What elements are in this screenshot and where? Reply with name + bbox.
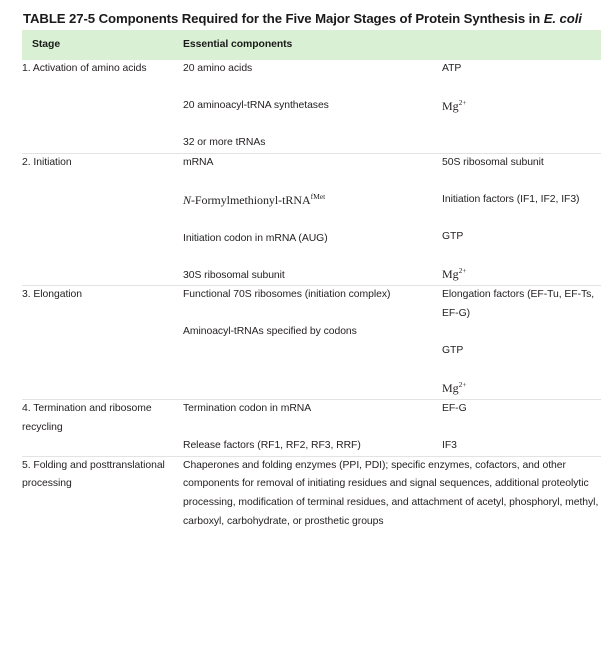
table-row [22,456,601,531]
components-cell-primary [183,153,442,286]
component-item: Initiation factors (IF1, IF2, IF3) [442,193,580,205]
component-item: mRNA [183,156,214,168]
component-item: GTP [442,344,464,356]
component-item: IF3 [442,440,457,451]
table-body [22,60,601,531]
components-cell-primary [183,60,442,153]
component-item: Termination codon in mRNA [183,403,312,414]
components-cell-secondary [442,153,601,286]
component-item: Aminoacyl-tRNAs specified by codons [183,326,357,337]
magnesium-ion: $Mg^{2+}$ [442,98,467,113]
table-row [22,153,601,286]
components-cell-secondary [442,286,601,400]
component-item: Functional 70S ribosomes (initiation complex) [183,289,391,300]
stage-cell: 2. Initiation [22,153,183,286]
component-item: 20 aminoacyl-tRNA synthetases [183,100,329,111]
component-item-fmet-trna [183,191,442,212]
magnesium-ion: $Mg^{2+}$ [442,265,467,281]
component-item: ATP [442,63,462,74]
stage-cell: 1. Activation of amino acids [22,63,147,74]
table-header [22,30,601,60]
component-item: EF-G [442,403,467,414]
component-item-magnesium [442,97,597,118]
page-title-species: E. coli [543,11,582,26]
component-item: Release factors (RF1, RF2, RF3, RRF) [183,440,361,451]
fmet-trna-formula: N-Formylmethionyl-tRNA$^{fMet}$ [183,191,326,207]
components-cell-secondary [442,60,601,153]
table-row [22,286,601,400]
column-header-essential-components: Essential components [183,30,601,60]
component-item: Elongation factors (EF-Tu, EF-Ts, EF-G) [442,289,595,319]
component-item: GTP [442,230,464,242]
component-item-magnesium [442,265,597,286]
component-item: 50S ribosomal subunit [442,156,544,168]
table-row [22,60,601,153]
magnesium-ion: $Mg^{2+}$ [442,379,467,395]
stage-cell: 3. Elongation [22,286,183,400]
page-title [0,0,601,30]
stage-cell: 5. Folding and posttranslational processing [22,456,183,531]
components-cell-primary [183,286,442,400]
table-header-row [22,30,601,60]
component-paragraph: Chaperones and folding enzymes (PPI, PDI); specific enzymes, cofactors, and other components for removal of initiating residues and signal sequences, additional proteolytic processing, modification of terminal residues, and attachment of acetyl, phosphoryl, methyl, carboxyl, carbohydrate, or prosthetic groups [183,459,599,527]
protein-synthesis-table [22,30,601,531]
components-cell-secondary [442,400,601,457]
component-item: 30S ribosomal subunit [183,269,285,281]
component-item-magnesium [442,379,597,400]
components-cell-wide [183,456,601,531]
column-header-stage: Stage [22,30,183,60]
components-cell-primary [183,400,442,457]
table-row [22,400,601,457]
page-title-main: TABLE 27-5 Components Required for the Five Major Stages of Protein Synthesis in [23,11,541,26]
component-item: Initiation codon in mRNA (AUG) [183,232,328,244]
component-item: 20 amino acids [183,63,253,74]
stage-cell: 4. Termination and ribosome recycling [22,400,183,457]
component-item: 32 or more tRNAs [183,137,266,148]
